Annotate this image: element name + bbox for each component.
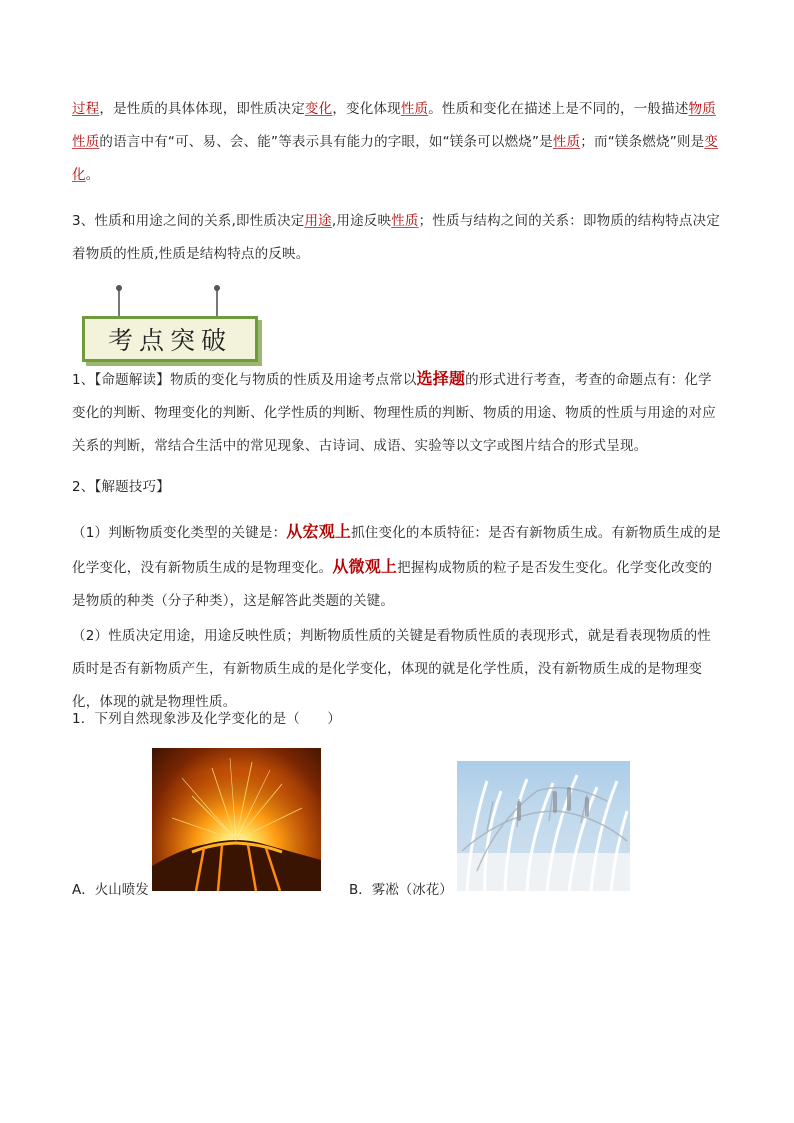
text: ；性质与结构之间的关系：即物质的结构特点决定着物质的性质,性质是结构特点的反映。: [72, 213, 720, 262]
rime-frost-image: [457, 761, 630, 891]
text: ，变化体现: [332, 101, 401, 117]
volcano-eruption-image: [152, 748, 321, 891]
option-a-label: A．火山喷发: [72, 882, 149, 898]
paragraph-property-use: [72, 205, 722, 271]
text: ；而“镁条燃烧”则是: [580, 134, 705, 150]
question-stem: 1．下列自然现象涉及化学变化的是（ ）: [72, 711, 342, 727]
text: 1、【命题解读】物质的变化与物质的性质及用途考点常以: [72, 372, 417, 388]
text: 。: [85, 167, 100, 183]
text: 的语言中有“可、易、会、能”等表示具有能力的字眼，如“镁条可以燃烧”是: [99, 134, 553, 150]
text: 把握构成物质的粒子是否发生变化。化学变化改变的是物质的种类（分子种类），这是解答此类题的关键。: [72, 560, 713, 609]
rime-illustration: [457, 761, 630, 891]
keyword-change: 变化: [72, 134, 718, 183]
text: ，是性质的具体体现，即性质决定: [99, 101, 305, 117]
emphasis-macro: 从宏观上: [286, 522, 352, 541]
keyword-substance-property: 物质性质: [72, 101, 716, 150]
keyword-property: 性质: [552, 134, 581, 150]
text: 。性质和变化在描述上是不同的，一般描述: [428, 101, 689, 117]
keyword-process: 过程: [72, 101, 100, 117]
keyword-property: 性质: [400, 101, 429, 117]
text: （1）判断物质变化类型的关键是：: [72, 525, 287, 541]
paragraph-tip-2: （2）性质决定用途，用途反映性质；判断物质性质的关键是看物质性质的表现形式，就是看表现物质的性质时是否有新物质产生，有新物质生成的是化学变化，体现的就是化学性质，没有新物质生成的是物理变化，体现的就是物理性质。: [72, 628, 711, 710]
banner-title: 考点突破: [107, 326, 232, 355]
paragraph-exam-interpretation: [72, 362, 722, 463]
option-b-label: B．雾凇（冰花）: [349, 882, 453, 898]
section-banner: [82, 288, 260, 370]
banner-board: [82, 316, 258, 362]
text: 的形式进行考查，考查的命题点有：化学变化的判断、物理变化的判断、化学性质的判断、物理性质的判断、物质的用途、物质的性质与用途的对应关系的判断，常结合生活中的常见现象、古诗词、成语、实验等以文字或图片结合的形式呈现。: [72, 372, 716, 454]
keyword-change: 变化: [304, 101, 333, 117]
paragraph-tip-1: [72, 515, 722, 618]
text: 3、性质和用途之间的关系,即性质决定: [72, 213, 305, 229]
emphasis-micro: 从微观上: [332, 557, 398, 576]
text: 抓住变化的本质特征：是否有新物质生成。有新物质生成的是化学变化，没有新物质生成的是物理变化。: [72, 525, 722, 576]
keyword-use: 用途: [304, 213, 332, 229]
text: ,用途反映: [331, 213, 392, 229]
volcano-illustration: [152, 748, 321, 891]
paragraph-property-change: [72, 93, 722, 192]
keyword-property: 性质: [391, 213, 419, 229]
paragraph-tips-heading: 2、【解题技巧】: [72, 479, 170, 495]
emphasis-choice-question: 选择题: [416, 369, 466, 388]
